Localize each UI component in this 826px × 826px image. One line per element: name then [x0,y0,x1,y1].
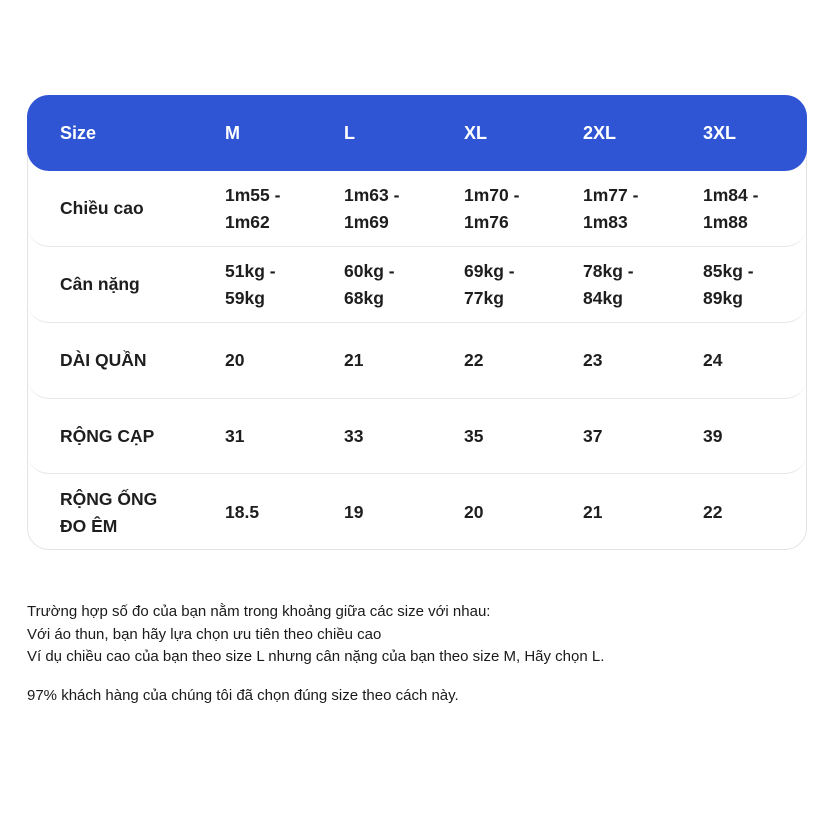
table-cell: 22 [464,350,484,370]
size-advice-notes [27,601,807,707]
note-line: Với áo thun, bạn hãy lựa chọn ưu tiên theo chiều cao [27,625,382,643]
table-row-height [27,171,807,247]
header-size: Size [60,122,97,143]
table-cell: 1m84 - 1m88 [703,184,759,232]
table-cell: 20 [464,502,484,522]
note-line: Trường hợp số đo của bạn nằm trong khoảng giữa các size với nhau: [27,603,491,620]
row-label: RỘNG ỐNG ĐO ÊM [60,488,158,536]
table-cell: 35 [464,425,484,446]
table-cell: 51kg - 59kg [225,260,276,308]
header-xl: XL [464,122,488,143]
row-label: Cân nặng [60,274,140,294]
table-cell: 21 [344,350,364,370]
table-cell: 1m55 - 1m62 [225,184,281,232]
table-cell: 22 [703,502,723,522]
table-row-leg-opening [27,474,807,551]
table-cell: 1m70 - 1m76 [464,184,520,232]
table-cell: 21 [583,502,603,522]
table-cell: 1m63 - 1m69 [344,184,400,232]
header-2xl: 2XL [583,122,617,143]
table-cell: 20 [225,350,245,370]
size-chart-table [27,95,807,550]
table-header-row [27,95,807,171]
table-cell: 39 [703,425,723,446]
table-cell: 23 [583,350,603,370]
table-cell: 19 [344,502,364,522]
table-row-weight [27,247,807,323]
header-m: M [225,122,240,143]
table-cell: 78kg - 84kg [583,260,634,308]
table-cell: 18.5 [225,502,260,522]
note-stat-line: 97% khách hàng của chúng tôi đã chọn đúng size theo cách này. [27,686,459,704]
header-3xl: 3XL [703,122,737,143]
table-cell: 60kg - 68kg [344,260,395,308]
row-label: RỘNG CẠP [60,425,155,446]
table-cell: 31 [225,425,245,446]
note-line: Ví dụ chiều cao của bạn theo size L nhưng cân nặng của bạn theo size M, Hãy chọn L. [27,648,605,665]
table-cell: 1m77 - 1m83 [583,184,639,232]
table-cell: 85kg - 89kg [703,260,754,308]
table-row-waist [27,399,807,474]
row-label: Chiều cao [60,198,144,218]
row-label: DÀI QUẦN [60,350,147,370]
table-cell: 69kg - 77kg [464,260,515,308]
table-row-length [27,323,807,399]
table-cell: 37 [583,425,603,446]
table-cell: 33 [344,425,364,446]
header-l: L [344,122,355,143]
table-cell: 24 [703,350,723,370]
